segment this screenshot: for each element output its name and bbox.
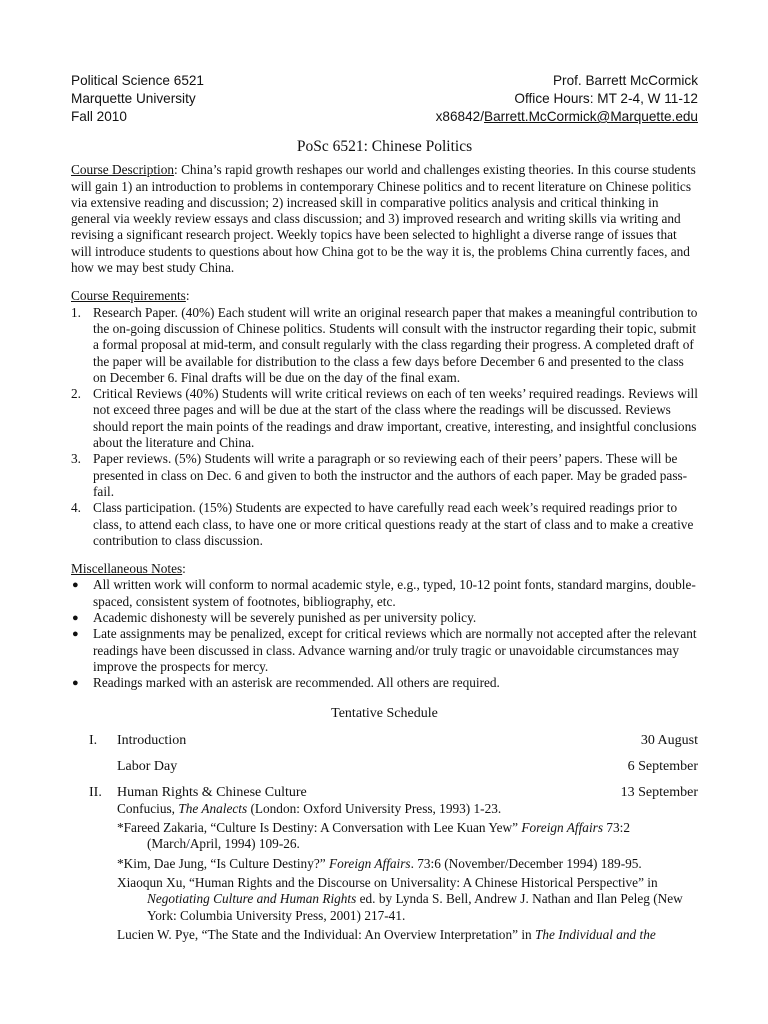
item-text: Critical Reviews (40%) Students will write critical reviews on each of ten weeks’ required readings. Reviews will not exceed three pages and will be due at the start of the class where the readings will be discussed. Reviews should report the main points of the readings and draw important, creative, interesting, and insightful conclusions about the literature and China. <box>93 386 698 451</box>
requirements-label: Course Requirements <box>71 288 186 304</box>
reading-title: The Individual and the <box>535 926 656 942</box>
course-description <box>71 162 698 276</box>
bullet-icon: ● <box>72 677 79 690</box>
reading-entry <box>117 927 698 943</box>
list-item <box>71 451 698 500</box>
reading-title: The Analects <box>178 800 248 816</box>
course-number: Political Science 6521 <box>71 73 204 88</box>
reading-text: Xiaoqun Xu, “Human Rights and the Discourse on Universality: A Chinese Historical Perspective” in <box>117 874 658 890</box>
item-text: Paper reviews. (5%) Students will write a paragraph or so reviewing each of their peers’ papers. These will be presented in class on Dec. 6 and given to both the instructor and the authors of each paper. May be graded pass-fail. <box>93 451 688 499</box>
requirements-list <box>71 305 698 549</box>
syllabus-body <box>71 139 698 946</box>
instructor-name: Prof. Barrett McCormick <box>552 73 698 88</box>
item-text: Research Paper. (40%) Each student will write an original research paper that makes a meaningful contribution to the on-going discussion of Chinese politics. Students will consult with the instructor regarding their topic, submit a formal proposal at mid-term, and consult regularly with the class regarding their progress. A completed draft of the paper will be available for distribution to the class a few days before December 6 and presented to the class on December 6. Final drafts will be due on the day of the final exam. <box>93 304 698 385</box>
reading-text: 73:2 (March/April, 1994) 109-26. <box>147 820 630 852</box>
note-text: All written work will conform to normal academic style, e.g., typed, 10-12 point fonts, standard margins, double-spaced, consistent system of footnotes, bibliography, etc. <box>93 577 696 609</box>
course-description-text: : China’s rapid growth reshapes our world and challenges existing theories. In this course students will gain 1) an introduction to problems in contemporary Chinese politics and to recent literature on Chinese politics via extensive reading and discussion; 2) increased skill in comparative politics analysis and critical thinking in general via weekly review essays and class discussion; and 3) improved research and writing skills via writing and revising a significant research project. Weekly topics have been selected to highlight a diverse range of issues that will introduce students to questions about how China got to be the way it is, the problems China currently faces, and how we may best study China. <box>71 162 696 276</box>
notes-label: Miscellaneous Notes <box>71 561 183 577</box>
list-item <box>71 675 698 691</box>
reading-text: Confucius, <box>117 800 179 816</box>
schedule-date: 13 September <box>620 784 698 800</box>
instructor-info-header <box>436 72 698 126</box>
reading-text: *Kim, Dae Jung, “Is Culture Destiny?” <box>117 855 329 871</box>
schedule-row <box>71 758 698 775</box>
note-text: Readings marked with an asterisk are recommended. All others are required. <box>93 675 500 691</box>
reading-text: (London: Oxford University Press, 1993) 1-23. <box>247 800 502 816</box>
list-item <box>71 610 698 626</box>
reading-entry <box>117 875 698 924</box>
page-title: PoSc 6521: Chinese Politics <box>296 138 473 155</box>
reading-entry <box>117 856 698 872</box>
notes-colon: : <box>182 561 186 577</box>
instructor-email-link[interactable]: Barrett.McCormick@Marquette.edu <box>484 109 698 124</box>
bullet-icon: ● <box>72 579 79 592</box>
schedule-row <box>71 732 698 749</box>
item-number: 2. <box>71 386 81 402</box>
item-number: 4. <box>71 500 81 516</box>
schedule-row <box>71 784 698 801</box>
schedule-topic: Human Rights & Chinese Culture <box>117 784 307 800</box>
reading-text: *Fareed Zakaria, “Culture Is Destiny: A Conversation with Lee Kuan Yew” <box>117 820 522 836</box>
university-name: Marquette University <box>71 91 196 106</box>
requirements-colon: : <box>185 288 190 304</box>
reading-text: . 73:6 (November/December 1994) 189-95. <box>410 855 642 871</box>
item-number: 3. <box>71 451 81 467</box>
bullet-icon: ● <box>72 612 79 625</box>
section-numeral: II. <box>89 784 102 800</box>
list-item <box>71 500 698 549</box>
schedule-topic: Introduction <box>117 732 187 748</box>
schedule-date: 6 September <box>627 758 698 774</box>
term: Fall 2010 <box>71 109 127 124</box>
schedule-date: 30 August <box>640 732 698 748</box>
reading-entry <box>117 801 698 817</box>
bullet-icon: ● <box>72 628 79 641</box>
list-item <box>71 626 698 675</box>
reading-title: Negotiating Culture and Human Rights <box>147 891 357 907</box>
schedule-topic: Labor Day <box>117 758 178 774</box>
note-text: Academic dishonesty will be severely punished as per university policy. <box>93 610 477 626</box>
item-text: Class participation. (15%) Students are expected to have carefully read each week’s required readings prior to class, to attend each class, to have one or more critical questions ready at the start of class and to make a creative contribution to class discussion. <box>93 500 694 548</box>
reading-title: Foreign Affairs <box>328 855 411 871</box>
note-text: Late assignments may be penalized, except for critical reviews which are normally not accepted after the relevant readings have been discussed in class. Advance warning and/or truly tragic or unavoidable circumstances may improve the prospects for mercy. <box>93 626 697 674</box>
office-hours: Office Hours: MT 2-4, W 11-12 <box>514 91 698 106</box>
list-item <box>71 386 698 451</box>
list-item <box>71 577 698 610</box>
reading-text: ed. by Lynda S. Bell, Andrew J. Nathan and Ilan Peleg (New York: Columbia University Press, 2001) 217-41. <box>147 891 683 923</box>
readings-list <box>117 801 698 943</box>
reading-text: Lucien W. Pye, “The State and the Individual: An Overview Interpretation” in <box>117 926 535 942</box>
phone-extension: x86842/ <box>435 109 484 124</box>
contact-line <box>436 108 698 126</box>
reading-entry <box>117 820 698 853</box>
requirements-heading <box>71 288 698 304</box>
course-description-label: Course Description <box>71 162 175 178</box>
item-number: 1. <box>71 304 81 320</box>
section-numeral: I. <box>89 732 98 748</box>
reading-title: Foreign Affairs <box>521 820 603 836</box>
schedule-title: Tentative Schedule <box>331 705 438 721</box>
list-item <box>71 305 698 386</box>
notes-list <box>71 577 698 691</box>
notes-heading <box>71 561 698 577</box>
course-info-header <box>71 72 204 126</box>
